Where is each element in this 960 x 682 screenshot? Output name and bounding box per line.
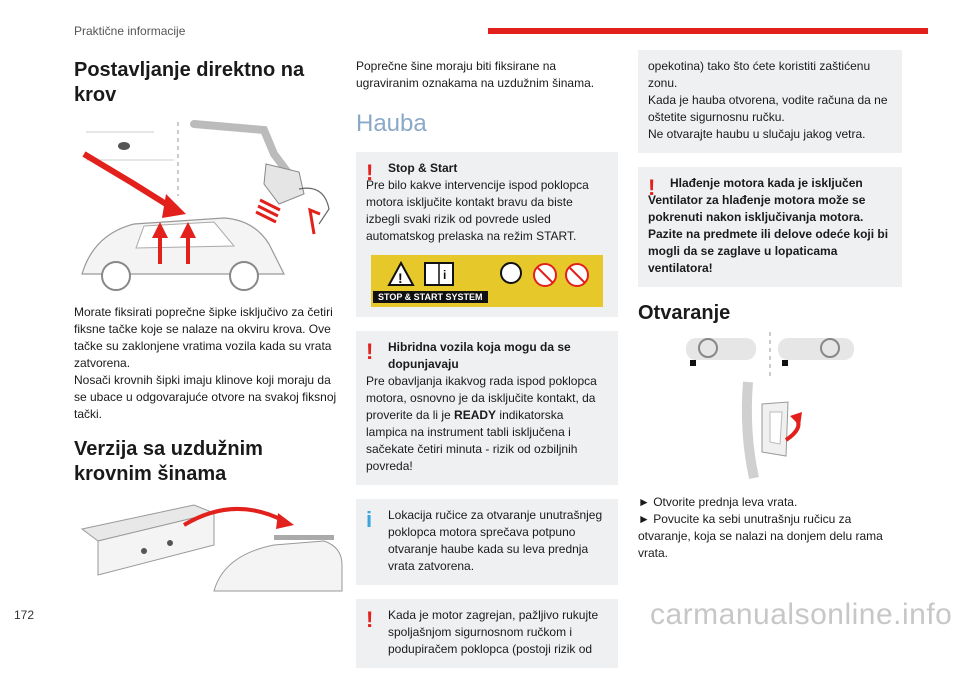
heading-bonnet: Hauba [356, 110, 427, 137]
svg-text:!: ! [398, 270, 403, 286]
warning-exclamation-icon: ! [366, 339, 374, 364]
warning-text: Ventilator za hlađenje motora može se pokrenuti nakon isključivanja motora. Pazite na predmete ili delove odeće koji bi mogli da se zaglave u lopaticama ventilatora! [648, 193, 889, 275]
warning-exclamation-icon: ! [366, 160, 374, 185]
warning-title: Hlađenje motora kada je isključen [670, 176, 863, 190]
info-i-icon: i [366, 507, 373, 532]
warning-text: Pre obavljanja ikakvog rada ispod poklopca motora, osnovno je da isključite kontakt, da proverite da li je READY indikatorska lampica na instrument tabli isključena i sačekate četiri minuta - rizik od ozbiljnih povreda! [366, 374, 597, 473]
roof-paragraph-2: Nosači krovnih šipki imaju klinove koji moraju da se ubace u odgovarajuće otvore na svakoj fiksnoj tački. [74, 373, 337, 421]
warning-fan-cooling [638, 167, 902, 287]
info-bonnet-lever [356, 499, 618, 585]
roof-paragraph-1: Morate fiksirati poprečne šipke isključivo za četiri fiksne tačke koje se nalaze na okviru krova. Ove tačke su zaklonjene vratima vozila kada su vrata zatvorena. [74, 305, 333, 370]
column-right [638, 50, 902, 562]
warning-text: Kada je motor zagrejan, pažljivo rukujte spoljašnjom sigurnosnom ručkom i podupiračem poklopca (postoji rizik od [388, 608, 599, 656]
heading-opening: Otvaranje [638, 302, 731, 324]
roof-mount-illustration [74, 114, 342, 294]
warning-hot-engine [356, 599, 618, 668]
warning-hot-engine-continued [638, 50, 902, 153]
warning-text: Pre bilo kakve intervencije ispod poklopca motora isključite kontakt bravu da biste izbegli svaki rizik od povrede usled automatskog prelaska na režim START. [366, 178, 589, 243]
roof-mount-svg [74, 114, 342, 294]
section-title: Praktične informacije [74, 24, 186, 38]
rails-paragraph: Poprečne šine moraju biti fiksirane na ugraviranim oznakama na uzdužnim šinama. [356, 59, 595, 90]
opening-illustration [638, 332, 902, 480]
heading-longitudinal-rails: Verzija sa uzdužnim krovnim šinama [74, 438, 263, 485]
warning-title: Hibridna vozila koja mogu da se dopunjavaju [388, 340, 571, 371]
warning-exclamation-icon: ! [366, 607, 374, 632]
info-text: Lokacija ručice za otvaranje unutrašnjeg poklopca motora sprečava potpuno otvaranje haube kada su leva prednja vrata zatvorena. [388, 508, 603, 573]
continued-text-3: Ne otvarajte haubu u slučaju jakog vetra. [648, 127, 866, 141]
column-middle [356, 58, 618, 682]
continued-text-2: Kada je hauba otvorena, vodite računa da ne oštetite sigurnosnu ručku. [648, 93, 888, 124]
column-left [74, 58, 342, 595]
warning-stop-start [356, 152, 618, 317]
continued-text-1: opekotina) tako što ćete koristiti zaštićenu zonu. [648, 59, 871, 90]
header-accent-bar [488, 28, 928, 34]
svg-text:i: i [443, 268, 447, 282]
warning-exclamation-icon: ! [648, 175, 656, 200]
warning-title: Stop & Start [388, 161, 458, 175]
heading-roof-mount: Postavljanje direktno na krov [74, 59, 305, 106]
opening-svg [638, 332, 902, 480]
stop-start-badge: STOP & START SYSTEM [373, 291, 488, 303]
warning-hybrid [356, 331, 618, 485]
page-number: 172 [14, 608, 35, 622]
roof-rails-illustration [74, 495, 342, 595]
opening-step-1: ► Otvorite prednja leva vrata. [638, 495, 798, 509]
opening-step-2: ► Povucite ka sebi unutrašnju ručicu za otvaranje, koja se nalazi na donjem delu rama vrata. [638, 512, 883, 560]
page-header [0, 0, 960, 40]
stop-start-pictogram-strip [371, 255, 603, 307]
roof-rails-svg [74, 495, 342, 595]
watermark: carmanualsonline.info [650, 598, 953, 631]
